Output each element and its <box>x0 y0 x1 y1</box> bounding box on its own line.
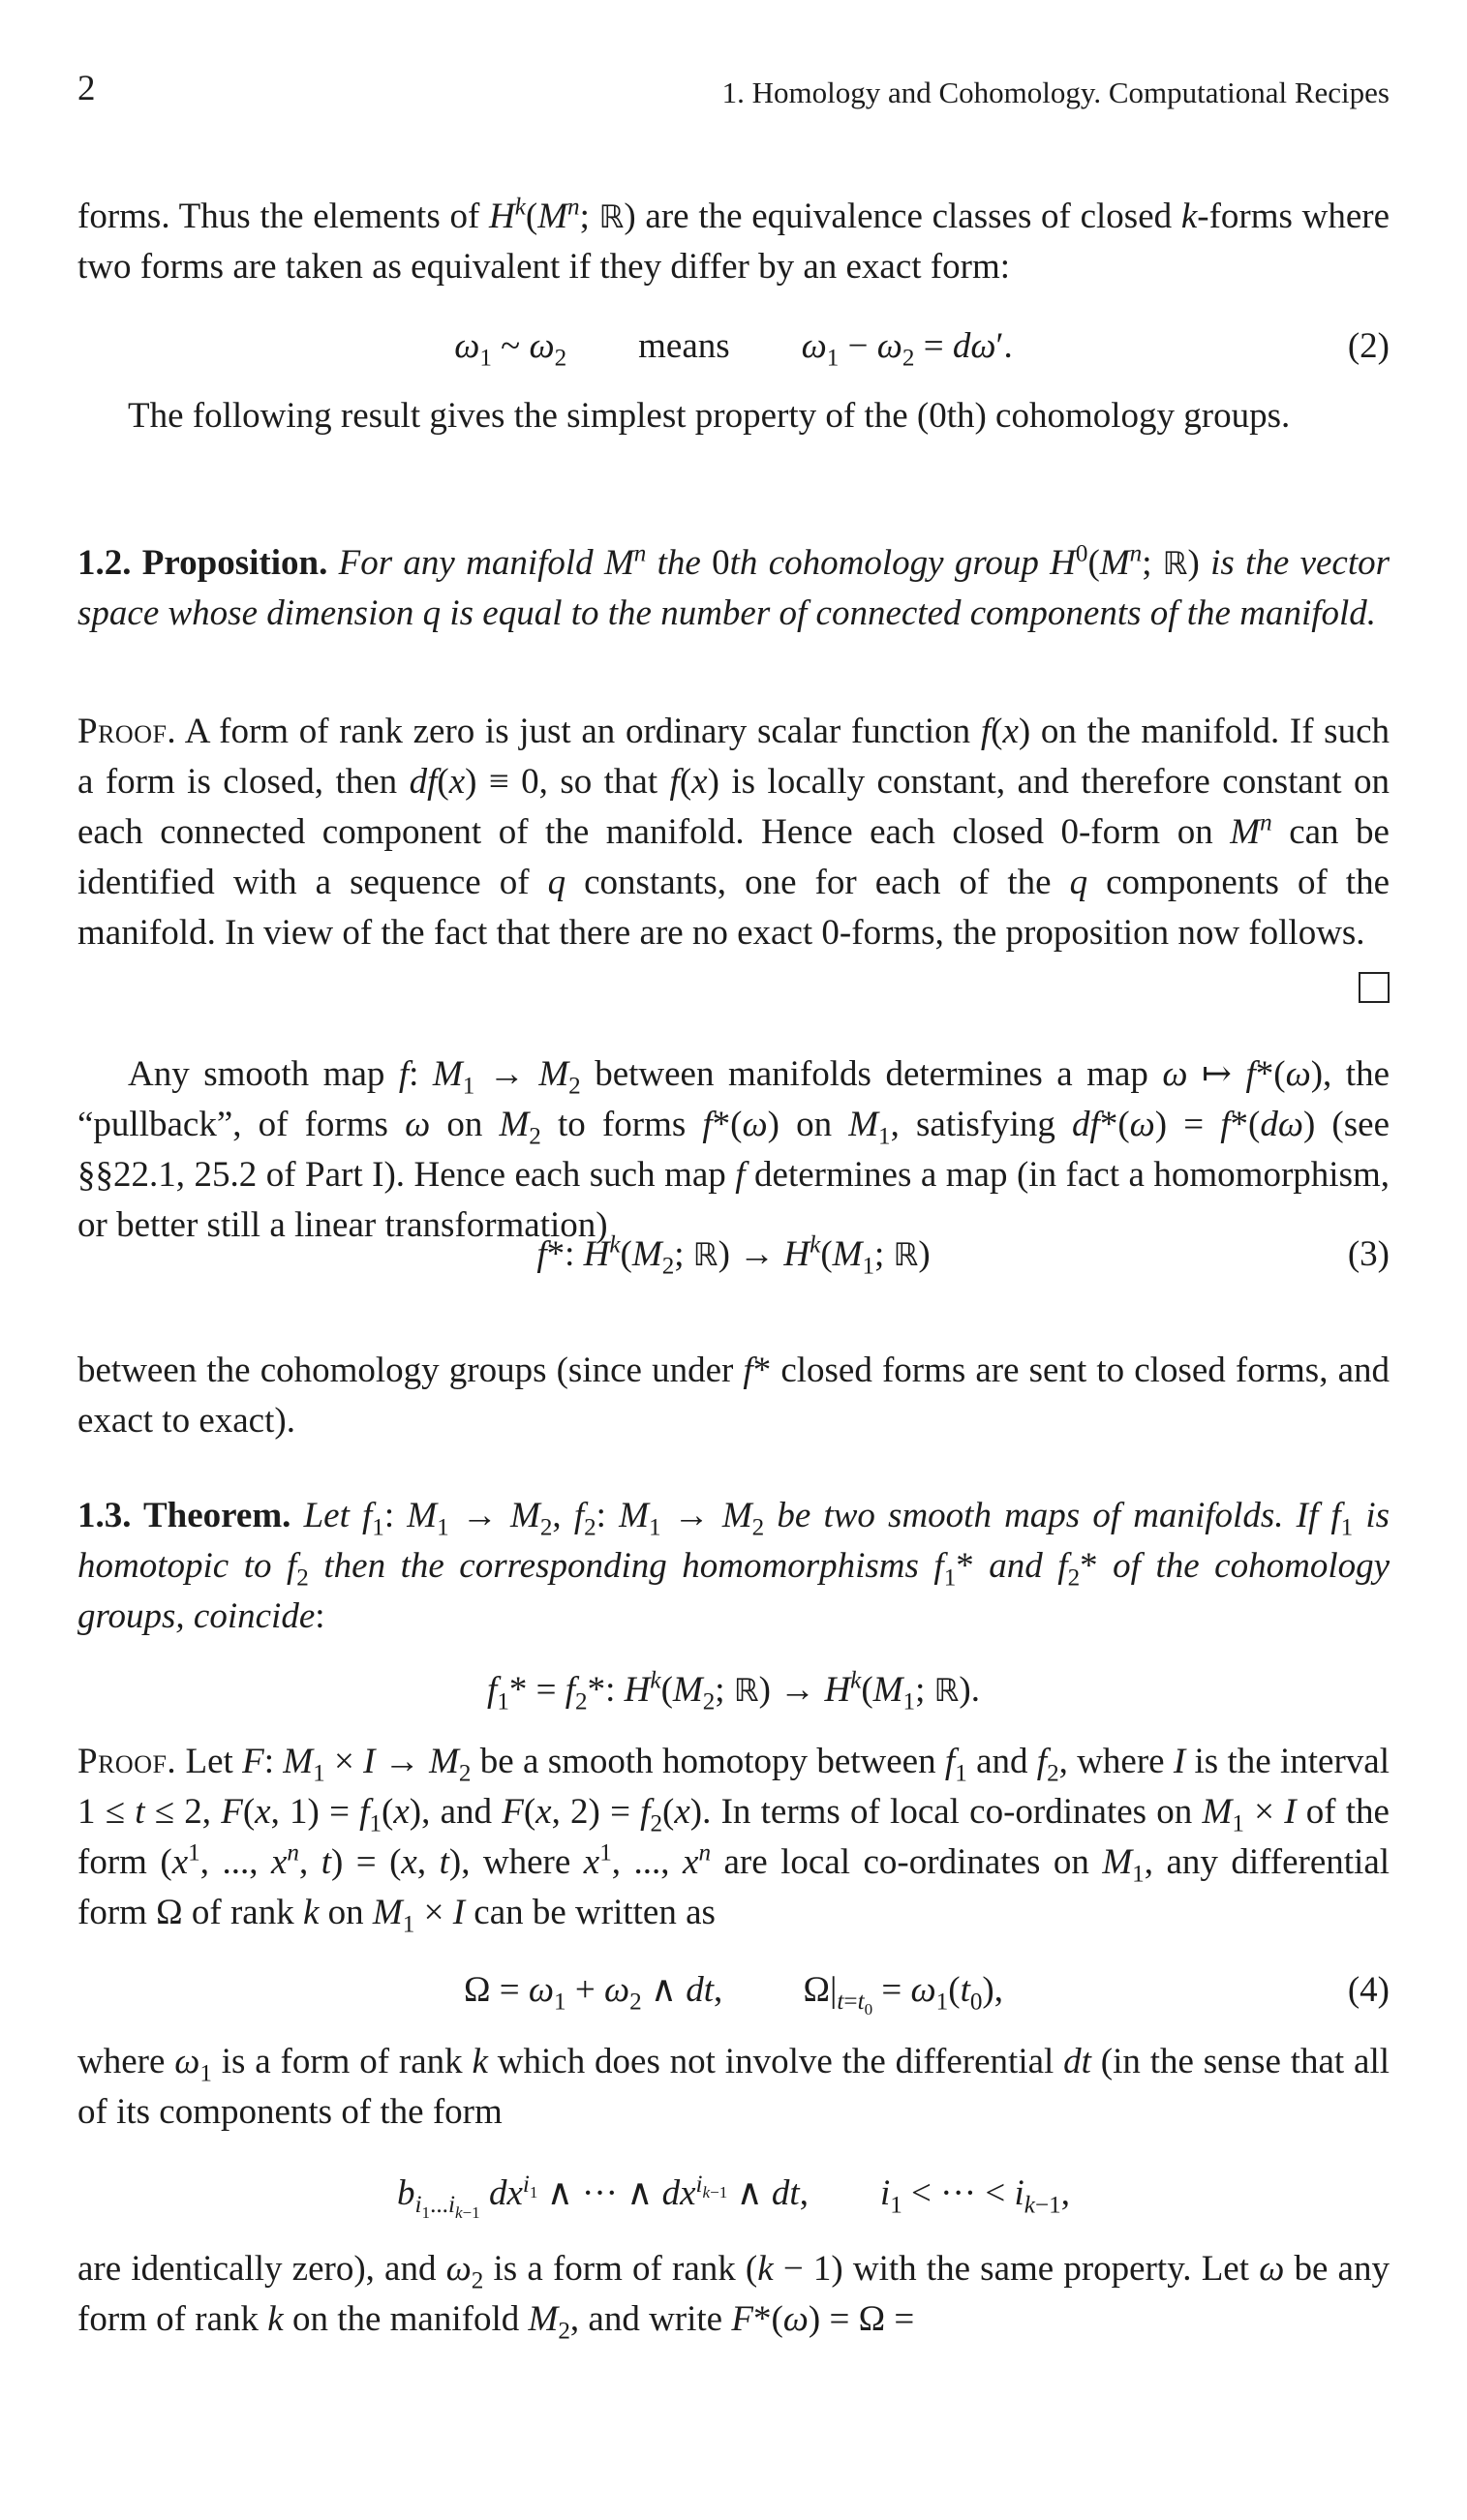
theorem-label: 1.3. Theorem. <box>77 1496 291 1535</box>
proposition-1-2: 1.2. Proposition. For any manifold $M^n$ the 0th cohomology group $H^0(M^n$; ℝ) is the vector space whose dimension q is equal to the number of connected components of the manifold. <box>77 540 1391 633</box>
equation-number-3: (3) <box>1347 1234 1390 1274</box>
proof-label: Proof. <box>77 712 177 751</box>
equation-theorem: $f_1* = f_2*$: $H^k(M_2$; ℝ) → $H^k(M_1$; ℝ). <box>487 1667 980 1715</box>
equation-components: $b_{i_1...i_{k-1}}$ $dx^{i_1}$ ∧ ··· ∧ $dx^{i_{k-1}}$ ∧ dt, $i_1$ < ··· < $i_{k-1}$, <box>397 2171 1070 2223</box>
paragraph-where: where $\omega_1$ is a form of rank k which does not involve the differential dt (in the sense that all of its components of the form <box>77 2042 1391 2132</box>
proof-proposition: Proof. A form of rank zero is just an ordinary scalar function f(x) on the manifold. If such a form is closed, then df(x) ≡ 0, so that f(x) is locally constant, and therefore constant on each connected component of the manifold. Hence each closed 0-form on $M^n$ can be identified with a sequence of q constants, one for each of the q components of the manifold. In view of the fact that there are no exact 0-forms, the proposition now follows. <box>77 707 1390 1003</box>
paragraph-between: between the cohomology groups (since under f* closed forms are sent to closed forms, and exact to exact). <box>77 1351 1390 1441</box>
proof-label-2: Proof. <box>77 1742 177 1781</box>
proposition-label: 1.2. Proposition. <box>77 543 328 583</box>
equation-3: f*: $H^k(M_2$; ℝ) → $H^k(M_1$; ℝ) (3) <box>77 1230 1390 1280</box>
proof-theorem: Proof. Let F: $M_1 \times I \to M_2$ be a smooth homotopy between $f_1$ and $f_2$, where I is the interval 1 ≤ t ≤ 2, F(x, $1) = f_1(x)$, and F(x, $2) = f_2(x)$. In terms of local co-ordinates on $M_1 \times I$ of the form ($x^1$, ..., $x^n$, t) = (x, t), where $x^1$, ..., $x^n$ are local co-ordinates on $M_1$, any differential form Ω of rank k on $M_1 \times I$ can be written as <box>77 1742 1391 1938</box>
paragraph-forms: forms. Thus the elements of $H^k(M^n$; ℝ) are the equivalence classes of closed k-forms where two forms are taken as equivalent if they differ by an exact form: <box>77 194 1391 287</box>
theorem-1-3: 1.3. Theorem. Let $f_1$: $M_1 \to M_2$, $f_2$: $M_1 \to M_2$ be two smooth maps of manifolds. If $f_1$ is homotopic to $f_2$ then the corresponding homomorphisms $f_1*$ and $f_2*$ of the cohomology groups, coincide: <box>77 1496 1391 1636</box>
equation-2: $\omega_1$ ~ $\omega_2$ means $\omega_1 - \omega_2 = d\omega'$. (2) <box>77 321 1390 372</box>
running-title: 1. Homology and Cohomology. Computational Recipes <box>721 76 1390 109</box>
equation-4: $\Omega = \omega_1 + \omega_2$ ∧ dt, $\Omega|_{t=t_0} = \omega_1(t_0)$, (4) <box>77 1965 1390 2016</box>
page-number: 2 <box>77 69 96 108</box>
paragraph-following: The following result gives the simplest property of the (0th) cohomology groups. <box>128 396 1291 436</box>
qed-box-icon <box>1359 972 1390 1003</box>
equation-number-4: (4) <box>1347 1970 1390 2010</box>
paragraph-pullback: Any smooth map f: $M_1 \to M_2$ between manifolds determines a map ω ↦ f*(ω), the “pullback”, of forms ω on $M_2$ to forms f*(ω) on $M_1$, satisfying df*(ω) = f*(dω) (see §§22.1, 25.2 of Part I). Hence each such map f determines a map (in fact a homomorphism, or better still a linear transformation) <box>77 1054 1390 1245</box>
equation-number-2: (2) <box>1347 326 1390 366</box>
paragraph-identically: are identically zero), and $\omega_2$ is a form of rank (k − 1) with the same property. Let ω be any form of rank k on the manifold $M_2$, and write F*(ω) = Ω = <box>77 2249 1390 2345</box>
